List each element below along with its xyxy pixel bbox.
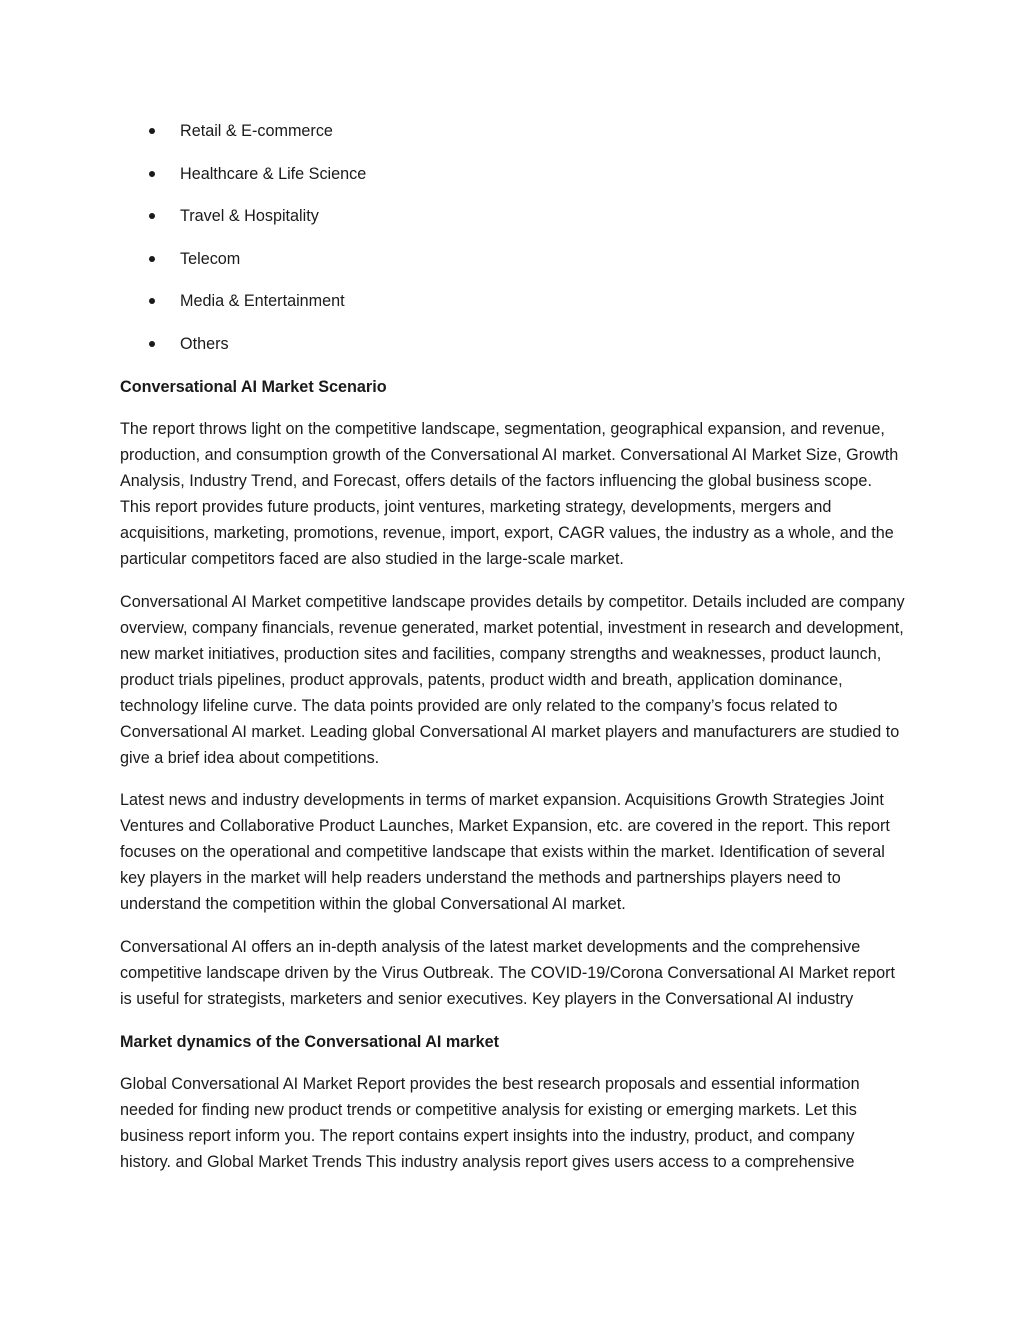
paragraph-global-report: Global Conversational AI Market Report provides the best research proposals and essential information needed for finding new product trends or competitive analysis for existing or emerging markets. Let this business report inform you. The report contains expert insights into the industry, product, and company history. and Global Market Trends This industry analysis report gives users access to a comprehensive xyxy=(120,1075,860,1172)
list-item xyxy=(120,288,906,314)
paragraph-competitive-landscape: Conversational AI Market competitive landscape provides details by competitor. Details included are company overview, company financials, revenue generated, market potential, investment in research and development, new market initiatives, production sites and facilities, company strengths and weaknesses, product launch, product trials pipelines, product approvals, patents, product width and breath, application dominance, technology lifeline curve. The data points provided are only related to the company’s focus related to Conversational AI market. Leading global Conversational AI market players and manufacturers are studied to give a brief idea about competitions. xyxy=(120,592,905,767)
list-item xyxy=(120,246,906,272)
bullet-icon xyxy=(149,213,155,219)
bullet-icon xyxy=(149,171,155,177)
document-page xyxy=(120,118,906,1192)
section-heading-market-dynamics: Market dynamics of the Conversational AI market xyxy=(120,1032,500,1051)
paragraph-in-depth-analysis: Conversational AI offers an in-depth analysis of the latest market developments and the comprehensive competitive landscape driven by the Virus Outbreak. The COVID-19/Corona Conversational AI Market report is useful for strategists, marketers and senior executives. Key players in the Conversational AI industry xyxy=(120,937,895,1008)
list-item-label: Retail & E-commerce xyxy=(180,122,333,140)
paragraph-latest-news: Latest news and industry developments in terms of market expansion. Acquisitions Growth Strategies Joint Ventures and Collaborative Product Launches, Market Expansion, etc. are covered in the report. This report focuses on the operational and competitive landscape that exists within the market. Identification of several key players in the market will help readers understand the methods and partnerships players need to understand the competition within the global Conversational AI market. xyxy=(120,791,890,914)
section-heading-market-scenario: Conversational AI Market Scenario xyxy=(120,377,387,396)
bullet-icon xyxy=(149,298,155,304)
list-item xyxy=(120,118,906,144)
bullet-icon xyxy=(149,341,155,347)
list-item-label: Travel & Hospitality xyxy=(180,207,319,226)
industry-bullet-list xyxy=(120,118,906,357)
list-item xyxy=(120,161,906,187)
bullet-icon xyxy=(149,128,155,134)
list-item-label: Telecom xyxy=(180,249,241,268)
list-item-label: Healthcare & Life Science xyxy=(180,164,367,183)
list-item xyxy=(120,203,906,229)
bullet-icon xyxy=(149,256,155,262)
list-item xyxy=(120,331,906,357)
list-item-label: Others xyxy=(180,334,229,353)
list-item-label: Media & Entertainment xyxy=(180,292,345,311)
paragraph-report-overview: The report throws light on the competitive landscape, segmentation, geographical expansion, and revenue, production, and consumption growth of the Conversational AI market. Conversational AI Market Size, Growth Analysis, Industry Trend, and Forecast, offers details of the factors influencing the global business scope. This report provides future products, joint ventures, marketing strategy, developments, mergers and acquisitions, marketing, promotions, revenue, import, export, CAGR values, the industry as a whole, and the particular competitors faced are also studied in the large-scale market. xyxy=(120,420,899,569)
